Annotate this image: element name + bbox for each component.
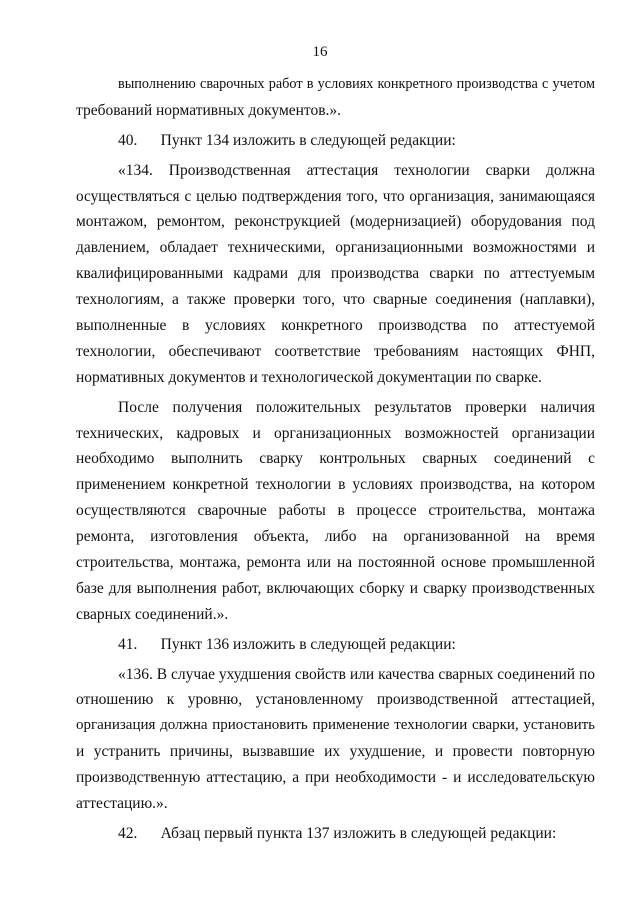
paragraph-item-41: [76, 632, 595, 658]
text-line: давлением, обладает техническими, организационными возможностями и: [76, 239, 595, 257]
text-line: отношению к уровню, установленному производственной аттестацией,: [76, 691, 595, 709]
text-line: 40. Пункт 134 изложить в следующей редакции:: [118, 131, 456, 149]
text-line: применением конкретной технологии в условиях производства, на котором: [76, 476, 595, 494]
text-line: 41. Пункт 136 изложить в следующей редакции:: [118, 635, 456, 653]
page-number: 16: [312, 44, 328, 60]
paragraph-p134: [76, 158, 595, 391]
text-line: и устранить причины, вызвавшие их ухудшение, и провести повторную: [76, 743, 595, 761]
text-line: технологии, обеспечивают соответствие требованиям настоящих ФНП,: [76, 342, 595, 360]
paragraph-item-40: [76, 128, 595, 154]
text-line: организация должна приостановить применение технологии сварки, установить: [76, 717, 595, 734]
text-line: технических, кадровых и организационных возможностей организации: [76, 424, 595, 442]
text-line: аттестацию.».: [76, 795, 168, 813]
text-line: нормативных документов и технологической документации по сварке.: [76, 368, 542, 386]
text-line: «136. В случае ухудшения свойств или качества сварных соединений по: [118, 665, 595, 683]
text-line: ремонта, изготовления объекта, либо на организованной на время: [76, 528, 595, 546]
paragraph-p134-2: [76, 395, 595, 628]
text-line: выполнению сварочных работ в условиях конкретного производства с учетом: [118, 76, 595, 92]
text-line: квалифицированными кадрами для производства сварки по аттестуемым: [76, 265, 595, 283]
document-body: [76, 72, 595, 847]
text-line: осуществляются сварочные работы в процессе строительства, монтажа: [76, 502, 595, 520]
paragraph-p136: [76, 662, 595, 817]
text-line: монтажом, ремонтом, реконструкцией (модернизацией) оборудования под: [76, 213, 595, 231]
text-line: После получения положительных результатов проверки наличия: [118, 398, 595, 416]
text-line: производственную аттестацию, а при необходимости - и исследовательскую: [76, 769, 595, 787]
paragraph-cont-39: [76, 72, 595, 124]
text-line: «134. Производственная аттестация технологии сварки должна: [118, 161, 595, 179]
text-line: выполненные в условиях конкретного производства по аттестуемой: [76, 317, 595, 335]
paragraph-item-42: [76, 821, 595, 847]
text-line: требований нормативных документов.».: [76, 101, 342, 119]
text-line: строительства, монтажа, ремонта или на постоянной основе промышленной: [76, 554, 595, 572]
text-line: 42. Абзац первый пункта 137 изложить в следующей редакции:: [118, 824, 557, 842]
text-line: осуществляться с целью подтверждения того, что организация, занимающаяся: [76, 187, 595, 205]
text-line: сварных соединений.».: [76, 605, 229, 623]
text-line: базе для выполнения работ, включающих сборку и сварку производственных: [76, 579, 595, 597]
text-line: необходимо выполнить сварку контрольных сварных соединений с: [76, 450, 595, 468]
text-line: технологиям, а также проверки того, что сварные соединения (наплавки),: [76, 291, 595, 309]
